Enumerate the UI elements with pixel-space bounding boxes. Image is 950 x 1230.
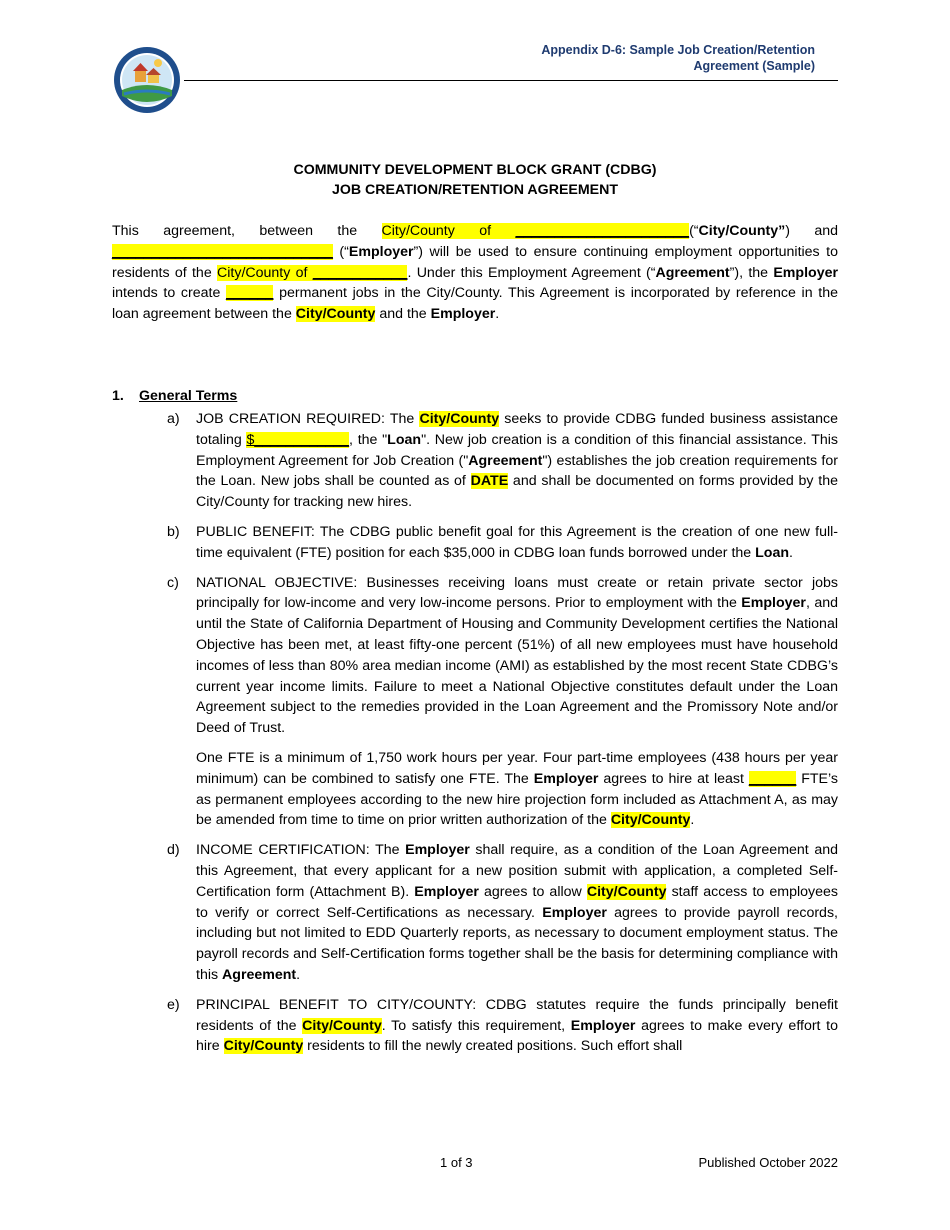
- text: INCOME CERTIFICATION: The: [196, 842, 406, 859]
- bold-term: Employer: [542, 904, 607, 921]
- bold-term: Agreement: [468, 452, 543, 469]
- header-divider: [184, 80, 838, 81]
- highlight-city-county: City/County: [295, 306, 376, 323]
- bold-term: Agreement: [222, 966, 297, 983]
- bold-term: Employer: [741, 595, 806, 612]
- text: . To satisfy this requirement,: [381, 1017, 571, 1034]
- text: staff access to employees to verify or correct Self-Certifications as necessary.: [196, 883, 838, 921]
- bold-term: Employer: [570, 1017, 636, 1034]
- text: , the ": [349, 431, 388, 448]
- text: residents to fill the newly created positions. Such effort shall: [303, 1038, 683, 1055]
- item-label: c): [167, 574, 179, 591]
- intro-paragraph: [112, 221, 838, 325]
- text: intends to create: [112, 285, 227, 302]
- document-title: [0, 160, 950, 200]
- page-number: 1 of 3: [440, 1155, 473, 1170]
- blank-line: ______: [226, 285, 274, 302]
- list-item-d: [112, 840, 838, 986]
- highlight-city-county: [217, 265, 407, 281]
- text: . Under this Employment Agreement (“: [407, 264, 656, 281]
- bold-term: Employer: [430, 306, 496, 323]
- text: agrees to make every effort to hire: [196, 1017, 839, 1055]
- text: ") establishes the job creation requirements for the Loan. New jobs shall be counted as of: [196, 452, 838, 490]
- text: agrees to hire at least: [598, 770, 749, 787]
- appendix-line-2: Agreement (Sample): [693, 59, 815, 73]
- text: (“: [332, 243, 349, 260]
- list-item-e: [112, 995, 838, 1057]
- highlight-city-county: [382, 223, 690, 239]
- text: permanent jobs in the City/County. This Agreement is incorporated by reference in the loan agreement between the: [112, 285, 838, 323]
- item-label: d): [167, 842, 180, 859]
- text: (“: [689, 223, 699, 239]
- text: .: [690, 812, 695, 829]
- title-line-1: COMMUNITY DEVELOPMENT BLOCK GRANT (CDBG): [293, 162, 657, 178]
- blank-line: ______________________: [515, 223, 690, 239]
- text: City/County of: [381, 223, 516, 239]
- blank-line: ______: [748, 770, 797, 787]
- text: ". New job creation is a condition of this financial assistance. This Employment Agreement for Job Creation (": [196, 431, 838, 469]
- bold-term: Loan: [387, 431, 422, 448]
- text: FTE’s as permanent employees according to the new hire projection form included as Attachment A, as may be amended from time to time on prior written authorization of the: [196, 770, 838, 829]
- text: shall require, as a condition of the Loan Agreement and this Agreement, that every applicant for a new position submit with application, a completed Self-Certification form (Attachment B).: [196, 842, 838, 900]
- text: JOB CREATION REQUIRED: The: [196, 411, 420, 427]
- highlight-city-county: City/County: [302, 1017, 382, 1034]
- section-title: General Terms: [139, 388, 238, 404]
- highlight-city-county: City/County: [586, 883, 667, 900]
- seal-icon: [113, 46, 181, 114]
- bold-term: Loan: [755, 544, 790, 561]
- bold-term: Employer: [348, 243, 414, 260]
- highlight-city-county: City/County: [610, 812, 691, 829]
- highlight-city-county: City/County: [419, 411, 500, 427]
- highlight-city-county: City/County: [223, 1038, 304, 1055]
- title-line-2: JOB CREATION/RETENTION AGREEMENT: [331, 182, 619, 198]
- text: This agreement, between the: [112, 223, 382, 239]
- appendix-title: [541, 42, 815, 74]
- list-item-b: [112, 522, 838, 564]
- text: NATIONAL OBJECTIVE: Businesses receiving loans must create or retain private sector jobs principally for low-income and very low-income persons. Prior to employment with the: [196, 574, 838, 612]
- general-terms-list: [112, 409, 838, 1066]
- text: seeks to provide CDBG funded business assistance totaling: [196, 411, 838, 448]
- text: and shall be documented on forms provided by the City/County for tracking new hires.: [196, 473, 838, 511]
- section-heading: [112, 388, 237, 404]
- bold-term: Agreement: [655, 264, 730, 281]
- text: City/County of: [217, 264, 313, 281]
- bold-term: Employer: [405, 842, 470, 859]
- item-label: e): [167, 996, 180, 1013]
- list-item-a: [112, 409, 838, 513]
- text: ) and: [785, 223, 839, 239]
- text: .: [296, 966, 301, 983]
- text: agrees to provide payroll records, including but not limited to EDD Quarterly reports, as necessary to document employment status. The payroll records and Self-Certification forms together shall be the basis for determining compliance with this: [196, 904, 838, 983]
- item-label: b): [167, 523, 180, 540]
- list-item-c: [112, 573, 838, 832]
- blank-line: ____________: [312, 264, 408, 281]
- blank-line: $____________: [246, 431, 350, 448]
- text: ”), the: [729, 264, 774, 281]
- text: and the: [375, 306, 431, 323]
- bold-term: Employer: [773, 264, 838, 281]
- fte-paragraph: [196, 748, 838, 831]
- text: One FTE is a minimum of 1,750 work hours per year. Four part-time employees (438 hours per year minimum) can be combined to satisfy one FTE. The: [196, 749, 838, 787]
- text: PRINCIPAL BENEFIT TO CITY/COUNTY: CDBG statutes require the funds principally benefit residents of the: [196, 996, 838, 1034]
- bold-term: City/County”: [698, 223, 786, 239]
- text: PUBLIC BENEFIT: The CDBG public benefit goal for this Agreement is the creation of one new full-time equivalent (FTE) position for each $35,000 in CDBG loan funds borrowed under the: [196, 523, 838, 561]
- blank-line: ____________________________: [112, 243, 333, 260]
- text: ”) will be used to ensure continuing employment opportunities to residents of the: [112, 243, 838, 281]
- text: , and until the State of California Department of Housing and Community Development certifies the National Objective has been met, at least fifty-one percent (51%) of all new employees must have household incomes of less than 80% area median income (AMI) as established by the most recent State CDBG’s current year income limits. Failure to meet a National Objective constitutes default under the Loan Agreement subject to the remedies provided in the Loan Agreement and the Promissory Note and/or Deed of Trust.: [196, 595, 839, 737]
- text: .: [495, 306, 500, 323]
- text: .: [789, 544, 793, 561]
- appendix-line-1: Appendix D-6: Sample Job Creation/Retention: [541, 43, 815, 57]
- section-number: 1.: [112, 388, 124, 404]
- bold-term: Employer: [414, 883, 479, 900]
- published-date: Published October 2022: [698, 1155, 838, 1170]
- item-label: a): [167, 411, 180, 427]
- highlight-date: DATE: [470, 473, 509, 490]
- bold-term: Employer: [533, 770, 599, 787]
- text: agrees to allow: [478, 883, 587, 900]
